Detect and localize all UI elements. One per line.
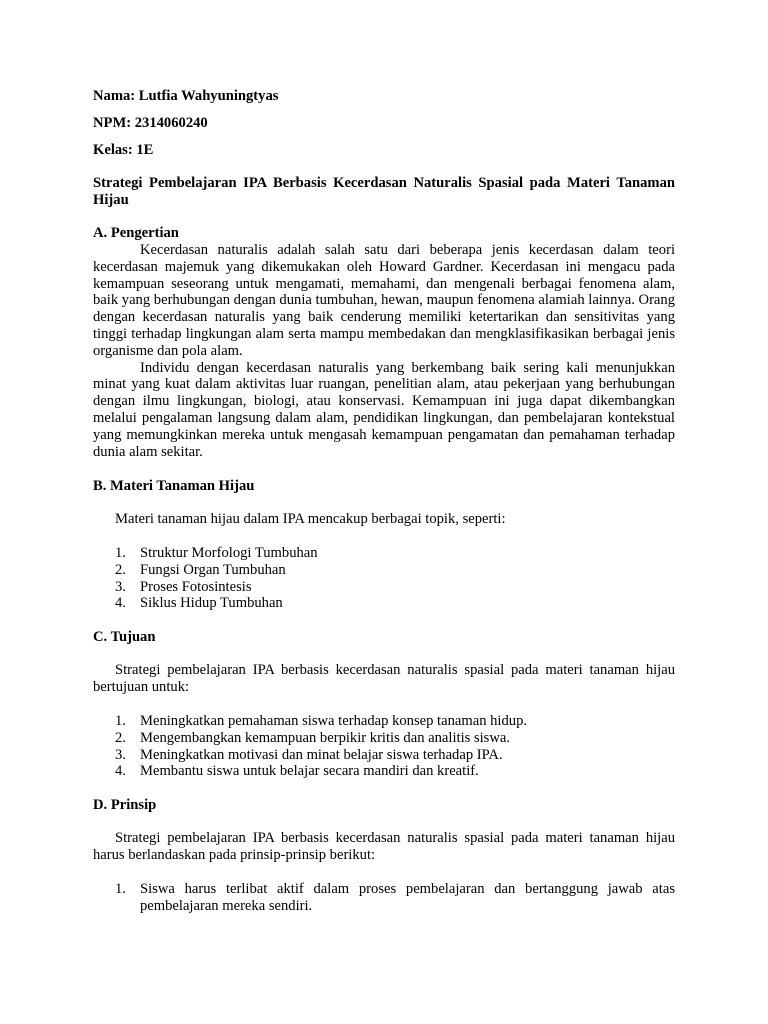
paragraph: Individu dengan kecerdasan naturalis yang berkembang baik sering kali menunjukkan minat yang kuat dalam aktivitas luar ruangan, penelitian alam, atau pekerjaan yang berhubungan dengan ilmu lingkungan, biologi, atau konservasi. Kemampuan ini juga dapat dikembangkan melalui pengalaman langsung dalam alam, pendidikan lingkungan, dan pembelajaran kontekstual yang memungkinkan mereka untuk mengasah kemampuan pengamatan dan pemahaman terhadap dunia alam sekitar. bbox=[93, 359, 675, 460]
list-number: 3. bbox=[115, 746, 126, 763]
list-text: Siklus Hidup Tumbuhan bbox=[140, 595, 283, 612]
section-a-heading: A. Pengertian bbox=[93, 225, 179, 241]
list-text: Struktur Morfologi Tumbuhan bbox=[140, 545, 318, 561]
paragraph: Kecerdasan naturalis adalah salah satu dari beberapa jenis kecerdasan dalam teori kecerdasan majemuk yang dikemukakan oleh Howard Gardner. Kecerdasan ini mengacu pada kemampuan seseorang untuk mengamati, memahami, dan mengenali berbagai fenomena alam, baik yang berhubungan dengan dunia tumbuhan, hewan, maupun fenomena alamiah lainnya. Orang dengan kecerdasan naturalis yang baik cenderung memiliki ketertarikan dan sensitivitas yang tinggi terhadap lingkungan alam serta mampu membedakan dan mengklasifikasikan berbagai jenis organisme dan pola alam. bbox=[93, 242, 675, 359]
list-number: 4. bbox=[115, 595, 126, 612]
list-item bbox=[93, 579, 675, 596]
section-d-heading: D. Prinsip bbox=[93, 797, 157, 813]
student-name: Nama: Lutfia Wahyuningtyas bbox=[93, 88, 279, 104]
list-item bbox=[93, 747, 675, 764]
section-c-list bbox=[93, 713, 675, 780]
list-item bbox=[93, 562, 675, 579]
list-item bbox=[93, 545, 675, 562]
document-title: Strategi Pembelajaran IPA Berbasis Kecerdasan Naturalis Spasial pada Materi Tanaman Hijau bbox=[93, 175, 675, 208]
list-number: 4. bbox=[115, 763, 126, 780]
list-number: 2. bbox=[115, 561, 126, 578]
section-b-intro: Materi tanaman hijau dalam IPA mencakup berbagai topik, seperti: bbox=[115, 511, 506, 527]
list-text: Membantu siswa untuk belajar secara mandiri dan kreatif. bbox=[140, 763, 479, 780]
list-item bbox=[93, 713, 675, 730]
section-b-heading: B. Materi Tanaman Hijau bbox=[93, 478, 255, 494]
section-d-intro: Strategi pembelajaran IPA berbasis kecerdasan naturalis spasial pada materi tanaman hijau harus berlandaskan pada prinsip-prinsip berikut: bbox=[93, 830, 675, 863]
list-number: 1. bbox=[115, 545, 126, 561]
list-item bbox=[93, 763, 675, 780]
list-text: Proses Fotosintesis bbox=[140, 578, 252, 595]
list-number: 1. bbox=[115, 713, 126, 729]
section-c-intro: Strategi pembelajaran IPA berbasis kecerdasan naturalis spasial pada materi tanaman hijau bertujuan untuk: bbox=[93, 662, 675, 695]
student-npm: NPM: 2314060240 bbox=[93, 115, 208, 131]
list-item bbox=[93, 881, 675, 915]
list-item bbox=[93, 595, 675, 612]
list-text: Meningkatkan pemahaman siswa terhadap konsep tanaman hidup. bbox=[140, 713, 528, 729]
list-text: Fungsi Organ Tumbuhan bbox=[140, 561, 286, 578]
list-item bbox=[93, 730, 675, 747]
section-c-heading: C. Tujuan bbox=[93, 629, 156, 645]
list-number: 1. bbox=[115, 881, 126, 897]
student-class: Kelas: 1E bbox=[93, 142, 154, 158]
list-text: Mengembangkan kemampuan berpikir kritis dan analitis siswa. bbox=[140, 729, 511, 746]
section-b-list bbox=[93, 545, 675, 612]
section-d-list bbox=[93, 881, 675, 915]
list-text: Meningkatkan motivasi dan minat belajar siswa terhadap IPA. bbox=[140, 746, 503, 763]
section-a-body bbox=[93, 242, 675, 460]
list-number: 3. bbox=[115, 578, 126, 595]
list-text: Siswa harus terlibat aktif dalam proses pembelajaran dan bertanggung jawab atas pembelajaran mereka sendiri. bbox=[140, 881, 675, 914]
list-number: 2. bbox=[115, 729, 126, 746]
